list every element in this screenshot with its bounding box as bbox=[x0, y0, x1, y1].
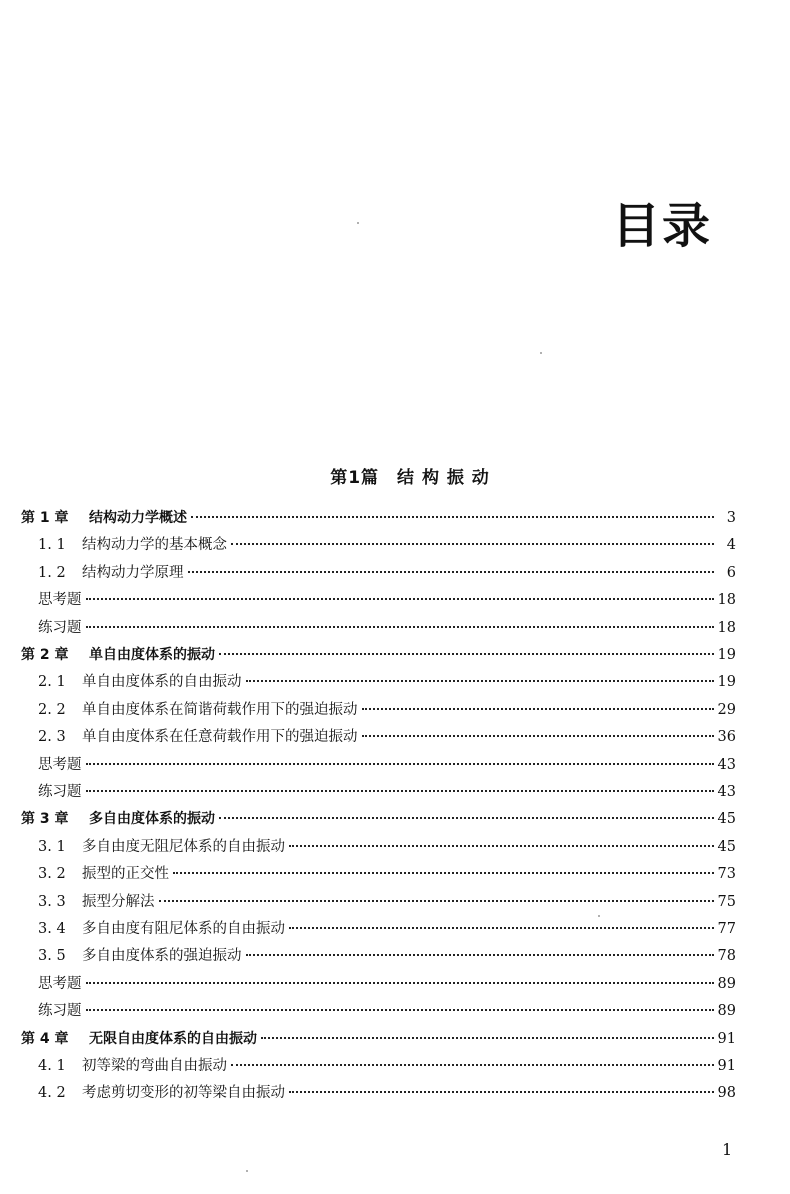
toc-chapter-row[interactable] bbox=[21, 505, 736, 532]
toc-label: 多自由度体系的强迫振动 bbox=[82, 948, 242, 965]
toc-page-number: 6 bbox=[726, 564, 736, 581]
toc-page-number: 45 bbox=[717, 838, 736, 855]
toc-extra-row[interactable] bbox=[38, 779, 736, 806]
toc-page-number: 45 bbox=[717, 811, 736, 828]
toc-extra-row[interactable] bbox=[38, 998, 736, 1025]
toc-section-row[interactable] bbox=[38, 669, 736, 696]
toc-page-number: 18 bbox=[717, 592, 736, 609]
toc-section-row[interactable] bbox=[38, 834, 736, 861]
dot-leader bbox=[231, 1064, 714, 1066]
toc-page-number: 75 bbox=[717, 893, 736, 910]
toc-extra-row[interactable] bbox=[38, 752, 736, 779]
toc-page-number: 89 bbox=[717, 1003, 736, 1020]
dot-leader bbox=[188, 571, 715, 573]
dot-leader bbox=[173, 872, 714, 874]
toc-label: 练习题 bbox=[38, 1003, 82, 1020]
toc-section-row[interactable] bbox=[38, 889, 736, 916]
toc-number: 3. 2 bbox=[38, 866, 66, 883]
toc-extra-row[interactable] bbox=[38, 971, 736, 998]
toc-number: 3. 1 bbox=[38, 838, 66, 855]
scan-speck bbox=[598, 915, 600, 917]
toc-page-number: 78 bbox=[717, 948, 736, 965]
toc-label: 初等梁的弯曲自由振动 bbox=[82, 1058, 227, 1074]
toc-label: 多自由度有阻尼体系的自由振动 bbox=[82, 921, 285, 937]
toc-label: 单自由度体系的振动 bbox=[89, 647, 215, 663]
toc-number: 第 3 章 bbox=[21, 811, 69, 828]
toc-label: 多自由度体系的振动 bbox=[89, 811, 215, 828]
toc-page-number: 43 bbox=[717, 784, 736, 800]
toc-number: 3. 5 bbox=[38, 948, 66, 965]
dot-leader bbox=[289, 927, 714, 929]
toc-page-number: 36 bbox=[717, 729, 736, 746]
toc-section-row[interactable] bbox=[38, 697, 736, 724]
dot-leader bbox=[159, 900, 714, 902]
toc-section-row[interactable] bbox=[38, 943, 736, 970]
toc-page-number: 91 bbox=[717, 1058, 736, 1074]
toc-number: 3. 4 bbox=[38, 921, 66, 937]
toc-chapter-row[interactable] bbox=[21, 806, 736, 833]
toc-page-number: 98 bbox=[717, 1085, 736, 1102]
toc-label: 振型分解法 bbox=[82, 893, 155, 910]
toc-section-row[interactable] bbox=[38, 1053, 736, 1080]
dot-leader bbox=[86, 982, 714, 984]
toc-number: 3. 3 bbox=[38, 893, 66, 910]
toc-section-row[interactable] bbox=[38, 560, 736, 587]
toc-number: 1. 1 bbox=[38, 537, 66, 554]
toc-page-number: 19 bbox=[717, 647, 736, 663]
dot-leader bbox=[86, 626, 714, 628]
dot-leader bbox=[362, 708, 714, 710]
toc-label: 单自由度体系在任意荷载作用下的强迫振动 bbox=[82, 729, 358, 746]
dot-leader bbox=[86, 598, 714, 600]
toc-page-number: 18 bbox=[717, 619, 736, 636]
toc-label: 单自由度体系在简谐荷载作用下的强迫振动 bbox=[82, 701, 358, 718]
toc-label: 振型的正交性 bbox=[82, 866, 169, 883]
dot-leader bbox=[246, 954, 714, 956]
toc-number: 第 2 章 bbox=[21, 647, 69, 663]
toc-number: 4. 1 bbox=[38, 1058, 66, 1074]
toc-label: 思考题 bbox=[38, 975, 82, 992]
toc-page-number: 91 bbox=[717, 1030, 736, 1047]
dot-leader bbox=[362, 735, 714, 737]
toc-label: 练习题 bbox=[38, 784, 82, 800]
toc-extra-row[interactable] bbox=[38, 615, 736, 642]
toc-number: 第 4 章 bbox=[21, 1030, 69, 1047]
toc-chapter-row[interactable] bbox=[21, 1026, 736, 1053]
toc-section-row[interactable] bbox=[38, 724, 736, 751]
toc-section-row[interactable] bbox=[38, 916, 736, 943]
dot-leader bbox=[86, 790, 714, 792]
toc-label: 结构动力学概述 bbox=[89, 510, 187, 526]
toc-number: 2. 3 bbox=[38, 729, 66, 746]
toc-number: 1. 2 bbox=[38, 564, 66, 581]
dot-leader bbox=[261, 1037, 714, 1039]
toc-page-number: 3 bbox=[726, 510, 736, 526]
toc-label: 练习题 bbox=[38, 619, 82, 636]
dot-leader bbox=[86, 763, 714, 765]
toc-page-number: 19 bbox=[717, 674, 736, 691]
toc-page-number: 4 bbox=[726, 537, 736, 554]
toc-section-row[interactable] bbox=[38, 1080, 736, 1107]
scan-speck bbox=[540, 352, 542, 354]
toc-page-number: 77 bbox=[717, 921, 736, 937]
toc-page-number: 89 bbox=[717, 975, 736, 992]
toc-label: 结构动力学原理 bbox=[82, 564, 184, 581]
toc-label: 思考题 bbox=[38, 756, 82, 773]
toc-label: 单自由度体系的自由振动 bbox=[82, 674, 242, 691]
toc-number: 4. 2 bbox=[38, 1085, 66, 1102]
toc-chapter-row[interactable] bbox=[21, 642, 736, 669]
scan-speck bbox=[357, 222, 359, 224]
dot-leader bbox=[219, 653, 714, 655]
toc-section-row[interactable] bbox=[38, 532, 736, 559]
dot-leader bbox=[86, 1009, 714, 1011]
page-title: 目录 bbox=[612, 198, 713, 254]
toc-page-number: 73 bbox=[717, 866, 736, 883]
toc-label: 考虑剪切变形的初等梁自由振动 bbox=[82, 1085, 285, 1102]
toc-number: 2. 2 bbox=[38, 701, 66, 718]
page-number: 1 bbox=[722, 1140, 733, 1159]
dot-leader bbox=[231, 543, 714, 545]
dot-leader bbox=[219, 817, 714, 819]
dot-leader bbox=[246, 680, 714, 682]
toc-label: 思考题 bbox=[38, 592, 82, 609]
toc-label: 无限自由度体系的自由振动 bbox=[89, 1030, 257, 1047]
part-heading: 第1篇 结 构 振 动 bbox=[330, 468, 490, 488]
toc-section-row[interactable] bbox=[38, 861, 736, 888]
dot-leader bbox=[289, 845, 714, 847]
dot-leader bbox=[191, 516, 714, 518]
toc-label: 结构动力学的基本概念 bbox=[82, 537, 227, 554]
toc-number: 2. 1 bbox=[38, 674, 66, 691]
dot-leader bbox=[289, 1091, 714, 1093]
scan-speck bbox=[246, 1170, 248, 1172]
toc-label: 多自由度无阻尼体系的自由振动 bbox=[82, 838, 285, 855]
toc-extra-row[interactable] bbox=[38, 587, 736, 614]
toc-number: 第 1 章 bbox=[21, 510, 69, 526]
toc-page-number: 43 bbox=[717, 756, 736, 773]
toc-page-number: 29 bbox=[717, 701, 736, 718]
